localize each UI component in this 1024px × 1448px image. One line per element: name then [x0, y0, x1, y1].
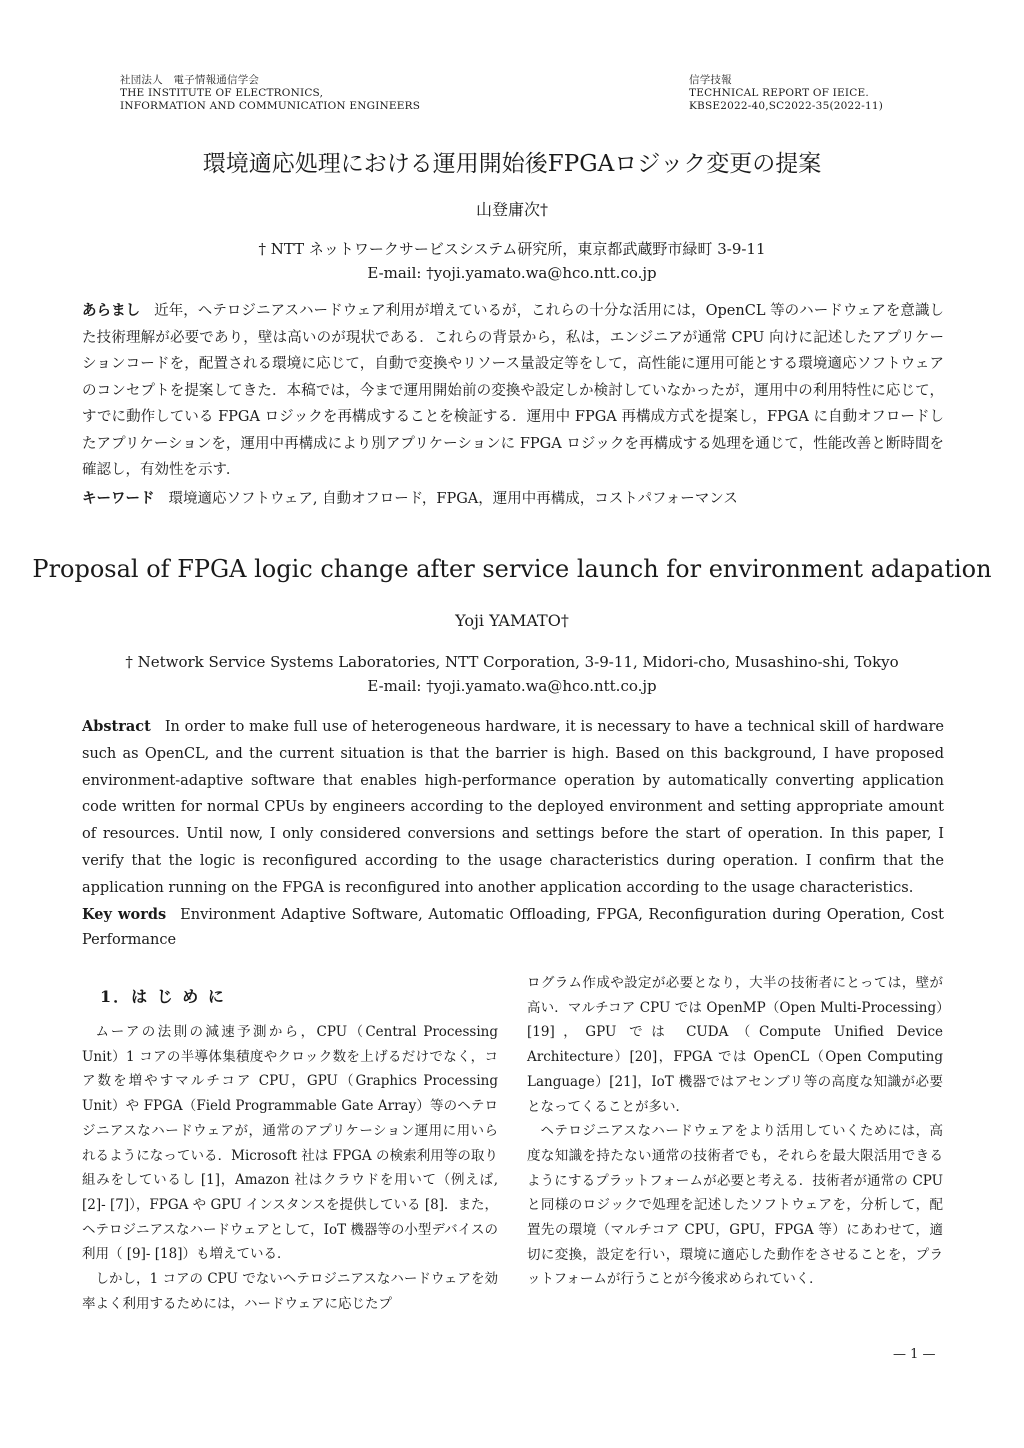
japanese-author: 山登庸次†: [475, 200, 548, 219]
body-paragraph: ヘテロジニアスなハードウェアをより活用していくためには，高度な知識を持たない通常の技術者でも，それらを最大限活用できるようにするプラットフォームが必要と考える．技術者が通常の CPU と同様のロジックで処理を記述したソフトウェアを，分析して，配置先の環境（マルチコア CPU，GPU，FPGA 等）にあわせて，適切に変換，設定を行い，環境に適応した動作をさせることを，プラットフォームが行うことが今後求められていく．: [527, 1123, 943, 1288]
japanese-keywords: [82, 486, 944, 512]
body-paragraph: ムーアの法則の減速予測から，CPU（Central Processing Unit）1 コアの半導体集積度やクロック数を上げるだけでなく，コア数を増やすマルチコア CPU，GPU（Graphics Processing Unit）や FPGA（Field Programmable Gate Array）等のヘテロジニアスなハードウェアが，通常のアプリケーション運用に用いられるようになっている．Microsoft 社は FPGA の検索利用等の取り組みをしているし [1]，Amazon 社はクラウドを用いて（例えば, [2]- [7]），FPGA や GPU インスタンスを提供している [8]．また，ヘテロジニアスなハードウェアとして，IoT 機器等の小型デバイスの利用（ [9]- [18]）も増えている．: [82, 1024, 498, 1263]
english-email: E-mail: †yoji.yamato.wa@hco.ntt.co.jp: [367, 677, 657, 695]
japanese-abstract-label: あらまし: [82, 302, 141, 319]
english-affiliation-block: [0, 650, 1024, 698]
english-affiliation: † Network Service Systems Laboratories, NTT Corporation, 3-9-11, Midori-cho, Musashino-shi, Tokyo: [125, 653, 899, 671]
report-header: [689, 74, 883, 113]
body-paragraph: ログラム作成や設定が必要となり，大半の技術者にとっては，壁が高い．マルチコア CPU では OpenMP（Open Multi-Processing）[19]，GPU では CUDA（Compute Unified Device Architecture）[20]，FPGA では OpenCL（Open Computing Language）[21]，IoT 機器ではアセンブリ等の高度な知識が必要となってくることが多い．: [527, 975, 943, 1115]
body-paragraph: しかし，1 コアの CPU でないヘテロジニアスなハードウェアを効率よく利用するためには，ハードウェアに応じたプ: [82, 1271, 498, 1312]
english-author: Yoji YAMATO†: [455, 611, 569, 630]
japanese-affiliation: † NTT ネットワークサービスシステム研究所，東京都武蔵野市緑町 3-9-11: [258, 240, 766, 258]
english-abstract-label: Abstract: [82, 718, 151, 735]
japanese-abstract: [82, 298, 944, 484]
publisher-header: [120, 74, 420, 113]
report-number: KBSE2022-40,SC2022-35(2022-11): [689, 100, 884, 112]
body-column-left: [82, 1020, 498, 1316]
publisher-line: THE INSTITUTE OF ELECTRONICS,: [120, 87, 324, 99]
english-abstract-text: In order to make full use of heterogeneous hardware, it is necessary to have a technical skill of hardware such as OpenCL, and the current situation is that the barrier is high. Based on this background, I have proposed environment-adaptive software that enables high-performance operation by automatically converting application code written for normal CPUs by engineers according to the deployed environment and setting appropriate amount of resources. Until now, I only considered conversions and settings before the start of operation. In this paper, I verify that the logic is reconfigured according to the usage characteristics during operation. I confirm that the application running on the FPGA is reconfigured into another application according to the usage characteristics.: [82, 719, 944, 896]
english-abstract: [82, 714, 944, 902]
english-title: Proposal of FPGA logic change after service launch for environment adapation: [32, 555, 992, 583]
body-column-right: [527, 971, 943, 1292]
page-number: — 1 —: [893, 1347, 936, 1362]
japanese-keywords-text: 環境適応ソフトウェア, 自動オフロード，FPGA，運用中再構成，コストパフォーマンス: [168, 491, 738, 507]
english-keywords: [82, 902, 944, 953]
japanese-affiliation-block: [0, 237, 1024, 285]
english-keywords-label: Key words: [82, 906, 167, 923]
japanese-title: 環境適応処理における運用開始後FPGAロジック変更の提案: [202, 151, 822, 177]
japanese-email: E-mail: †yoji.yamato.wa@hco.ntt.co.jp: [367, 264, 657, 282]
japanese-abstract-text: 近年，ヘテロジニアスハードウェア利用が増えているが，これらの十分な活用には，OpenCL 等のハードウェアを意識した技術理解が必要であり，壁は高いのが現状である．これらの背景から，私は，エンジニアが通常 CPU 向けに記述したアプリケーションコードを，配置される環境に応じて，自動で変換やリソース量設定等をして，高性能に運用可能とする環境適応ソフトウェアのコンセプトを提案してきた．本稿では，今まで運用開始前の変換や設定しか検討していなかったが，運用中の利用特性に応じて，すでに動作している FPGA ロジックを再構成することを検証する．運用中 FPGA 再構成方式を提案し，FPGA に自動オフロードしたアプリケーションを，運用中再構成により別アプリケーションに FPGA ロジックを再構成する処理を通じて，性能改善と断時間を確認し，有効性を示す．: [82, 303, 944, 478]
japanese-keywords-label: キーワード: [82, 490, 155, 507]
publisher-line: 社団法人 電子情報通信学会: [120, 74, 260, 86]
section-heading: 1．は じ め に: [100, 987, 226, 1006]
report-line: 信学技報: [689, 74, 732, 86]
report-line: TECHNICAL REPORT OF IEICE.: [689, 87, 869, 99]
english-keywords-text: Environment Adaptive Software, Automatic Offloading, FPGA, Reconfiguration during Operation, Cost Performance: [82, 907, 944, 948]
publisher-line: INFORMATION AND COMMUNICATION ENGINEERS: [120, 100, 421, 112]
